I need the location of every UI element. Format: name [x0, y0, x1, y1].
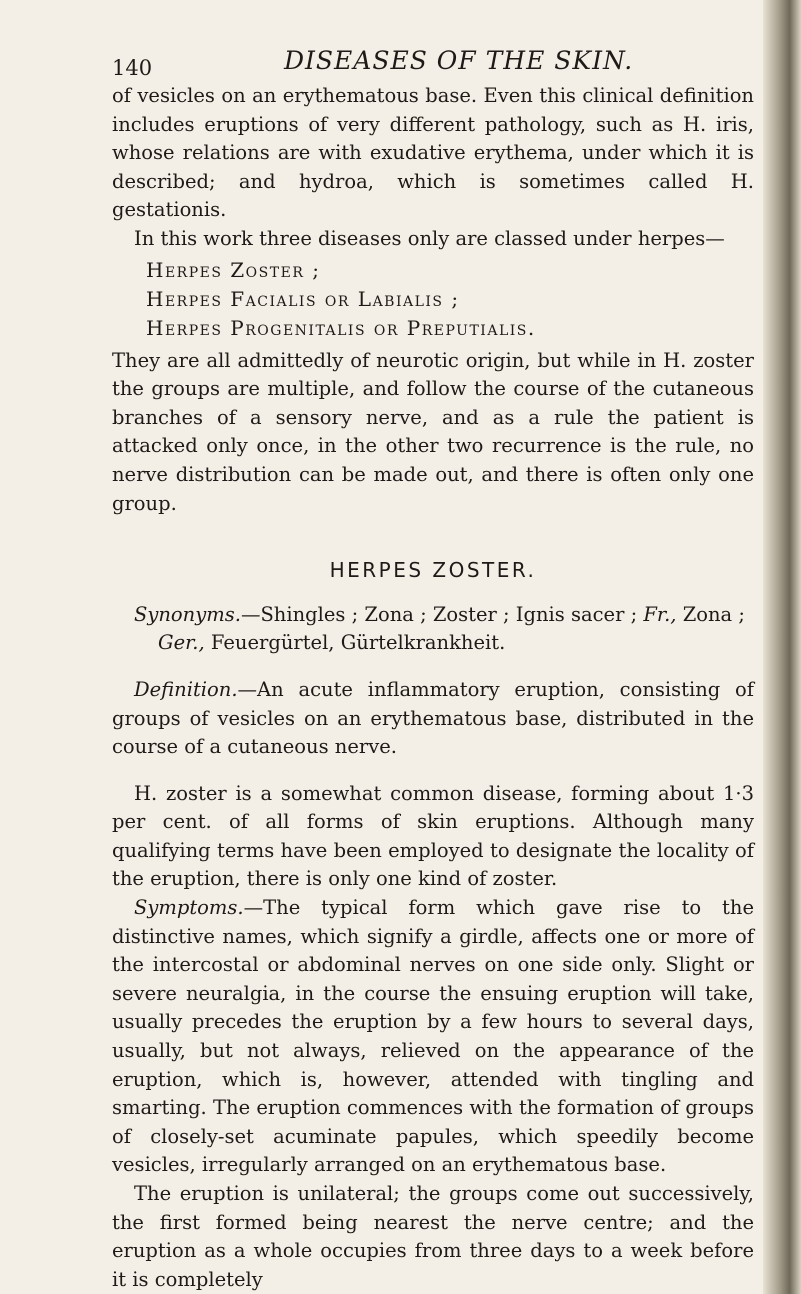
synonyms-fr-text: Zona ;: [682, 602, 745, 626]
page-header: [112, 46, 752, 82]
eruption-paragraph: The eruption is unilateral; the groups come out successively, the first formed being nearest the nerve centre; and the eruption as a whole occupies from three days to a week before it is completely: [112, 1182, 754, 1291]
herpes-list-item: Herpes Facialis or Labialis ;: [146, 286, 460, 311]
herpes-list: [146, 256, 754, 343]
synonyms-german: [158, 629, 754, 658]
origin-paragraph: They are all admittedly of neurotic origin, but while in H. zoster the groups are multiple, and follow the course of the cutaneous branches of a sensory nerve, and as a rule the patient is attacked only once, in the other two recurrence is the rule, no nerve distribution can be made out, and there is often only one group.: [112, 348, 754, 515]
symptoms-paragraph: [112, 894, 754, 1180]
symptoms-label: Symptoms.: [134, 896, 244, 920]
definition-label: Definition.: [134, 677, 238, 701]
synonyms-ger-label: Ger.,: [158, 631, 205, 655]
page-number: 140: [112, 56, 153, 80]
classification-intro: In this work three diseases only are classed under herpes—: [134, 226, 725, 250]
synonyms-ger-text: Feuergürtel, Gürtelkrankheit.: [210, 631, 506, 655]
synonyms-text: —Shingles ; Zona ; Zoster ; Ignis sacer ;: [240, 602, 638, 626]
running-head: DISEASES OF THE SKIN.: [284, 46, 634, 75]
definition-text: —An acute inflammatory eruption, consisting of groups of vesicles on an erythematous base, distributed in the course of a cutaneous nerve.: [112, 677, 754, 759]
symptoms-text: —The typical form which gave rise to the distinctive names, which signify a girdle, affects one or more of the intercostal or abdominal nerves on one side only. Slight or severe neuralgia, in the course the ensuing eruption will take, usually precedes the eruption by a few hours to several days, usually, but not always, relieved on the appearance of the eruption, which is, however, attended with tingling and smarting. The eruption commences with the formation of groups of closely-set acuminate papules, which speedily become vesicles, irregularly arranged on an erythematous base.: [112, 896, 754, 1177]
intro-paragraph: of vesicles on an erythematous base. Even this clinical definition includes eruptions of very different pathology, such as H. iris, whose relations are with exudative erythema, under which it is described; and hydroa, which is sometimes called H. gestationis.: [112, 84, 754, 222]
prevalence-paragraph: H. zoster is a somewhat common disease, forming about 1·3 per cent. of all forms of skin eruptions. Although many qualifying terms have been employed to designate the locality of the eruption, there is only one kind of zoster.: [112, 781, 754, 891]
synonyms-paragraph: [134, 601, 754, 630]
herpes-list-item: Herpes Zoster ;: [146, 257, 321, 282]
herpes-list-item: Herpes Progenitalis or Preputialis.: [146, 315, 536, 340]
definition-paragraph: [112, 676, 754, 762]
spacer: [112, 762, 754, 780]
section-heading: HERPES ZOSTER.: [329, 558, 537, 583]
synonyms-fr-label: Fr.,: [643, 602, 677, 626]
page-edge-shadow: [763, 0, 801, 1294]
synonyms-label: Synonyms.: [134, 602, 241, 626]
spacer: [112, 658, 754, 676]
page-body: [112, 82, 754, 1294]
